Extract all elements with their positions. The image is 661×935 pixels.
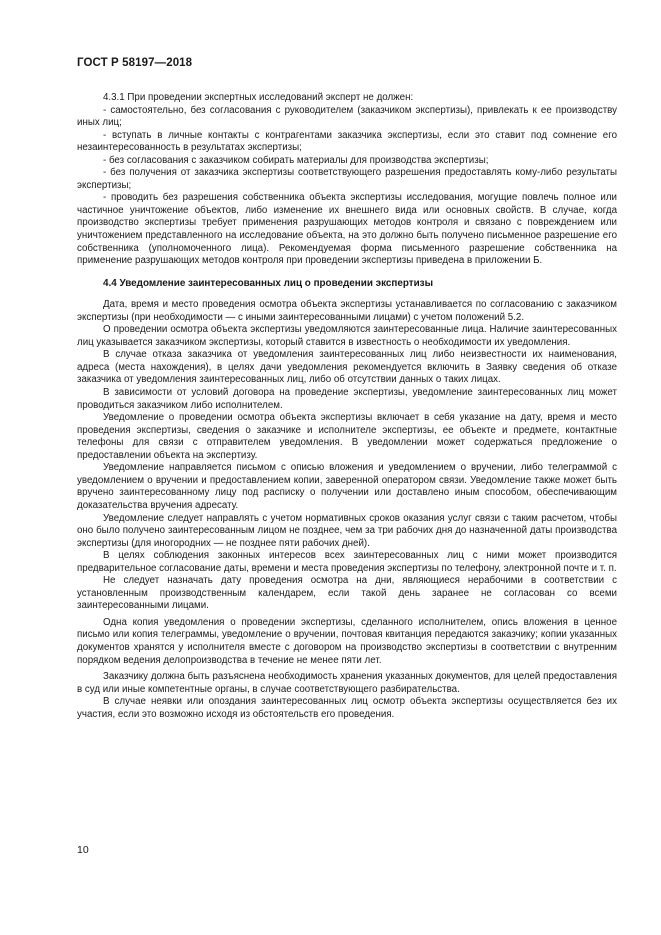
paragraph: Заказчику должна быть разъяснена необходимость хранения указанных документов, для целей предоставления в суд или иные компетентные органы, в случае соответствующего разбирательства. <box>77 671 617 695</box>
list-item: - без согласования с заказчиком собирать материалы для производства экспертизы; <box>103 154 489 166</box>
paragraph: Одна копия уведомления о проведении экспертизы, сделанного исполнителем, опись вложения в ценное письмо или копия телеграммы, уведомление о вручении, почтовая квитанция передаются заказчику; копии указанных документов хранятся у исполнителя вместе с договором на производство экспертизы в соответствии с внутренним порядком ведения делопроизводства в течение не менее пяти лет. <box>77 616 617 666</box>
document-body <box>77 92 617 721</box>
document-header: ГОСТ Р 58197—2018 <box>77 57 193 69</box>
section-heading: 4.4 Уведомление заинтересованных лиц о проведении экспертизы <box>103 277 434 289</box>
list-item: - проводить без разрешения собственника объекта экспертизы исследования, могущие повлечь полное или частичное уничтожение объектов, либо изменение их внешнего вида или основных свойств. В случае, когда производство экспертизы требует применения разрушающих методов контроля и связано с повреждением или уничтожением представленного на исследование объекта, на это должно быть получено письменное разрешение его собственника (уполномоченного лица). Рекомендуемая форма письменного разрешение собственника на применение разрушающих методов контроля при проведении экспертизы приведена в приложении Б. <box>77 192 617 267</box>
paragraph: Не следует назначать дату проведения осмотра на дни, являющиеся нерабочими в соответствии с установленным производственным календарем, если такой день заранее не согласован со всеми заинтересованными лицами. <box>77 575 617 612</box>
paragraph: В целях соблюдения законных интересов всех заинтересованных лиц с ними может производится предварительное согласование даты, времени и места проведения экспертизы по телефону, электронной почте и т. п. <box>77 550 617 574</box>
clause-4-3-1-intro: 4.3.1 При проведении экспертных исследований эксперт не должен: <box>103 92 414 103</box>
paragraph: В зависимости от условий договора на проведение экспертизы, уведомление заинтересованных лиц может проводиться заказчиком либо исполнителем. <box>77 387 617 411</box>
list-item: - без получения от заказчика экспертизы соответствующего разрешения предоставлять кому-либо результаты экспертизы; <box>77 167 617 191</box>
page-number: 10 <box>77 844 89 856</box>
paragraph: В случае неявки или опоздания заинтересованных лиц осмотр объекта экспертизы осуществляется без их участия, если это возможно исходя из обстоятельств его проведения. <box>77 696 617 720</box>
list-item: - самостоятельно, без согласования с руководителем (заказчиком экспертизы), привлекать к ее производству иных лиц; <box>77 104 617 129</box>
paragraph: Уведомление о проведении осмотра объекта экспертизы включает в себя указание на дату, время и место проведения экспертизы, сведения о заказчике и исполнителе экспертизы, ее объекте и предмете, контактные телефоны для связи с отправителем уведомления. В уведомлении может содержаться предложение о предоставлении объекта на экспертизу. <box>77 412 617 461</box>
paragraph: Уведомление направляется письмом с описью вложения и уведомлением о вручении, либо телеграммой с уведомлением о вручении и предоставлением копии, заверенной оператором связи. Уведомление также может быть вручено заинтересованному лицу под расписку о получении или доставлено иным способом, обеспечивающим доказательства вручения адресату. <box>77 462 617 511</box>
paragraph: В случае отказа заказчика от уведомления заинтересованных лиц либо неизвестности их наименования, адреса (места нахождения), в целях дачи уведомления рекомендуется включить в Заявку сведения об отказе заказчика от уведомления заинтересованных лиц, либо об отсутствии данных о таких лицах. <box>77 349 617 386</box>
paragraph: Уведомление следует направлять с учетом нормативных сроков оказания услуг связи с таким расчетом, чтобы оно было получено заинтересованным лицом не позднее, чем за три рабочих дня до назначенной даты производства экспертизы (для иногородних — не позднее пяти рабочих дней). <box>77 512 617 549</box>
paragraph: Дата, время и место проведения осмотра объекта экспертизы устанавливается по согласованию с заказчиком экспертизы (при необходимости — с иными заинтересованными лицами) с учетом положений 5.2. <box>77 299 617 323</box>
paragraph: О проведении осмотра объекта экспертизы уведомляются заинтересованные лица. Наличие заинтересованных лиц указывается заказчиком экспертизы, который ставится в известность о необходимости их уведомления. <box>77 324 617 348</box>
list-item: - вступать в личные контакты с контрагентами заказчика экспертизы, если это ставит под сомнение его незаинтересованность в результатах экспертизы; <box>77 129 617 154</box>
